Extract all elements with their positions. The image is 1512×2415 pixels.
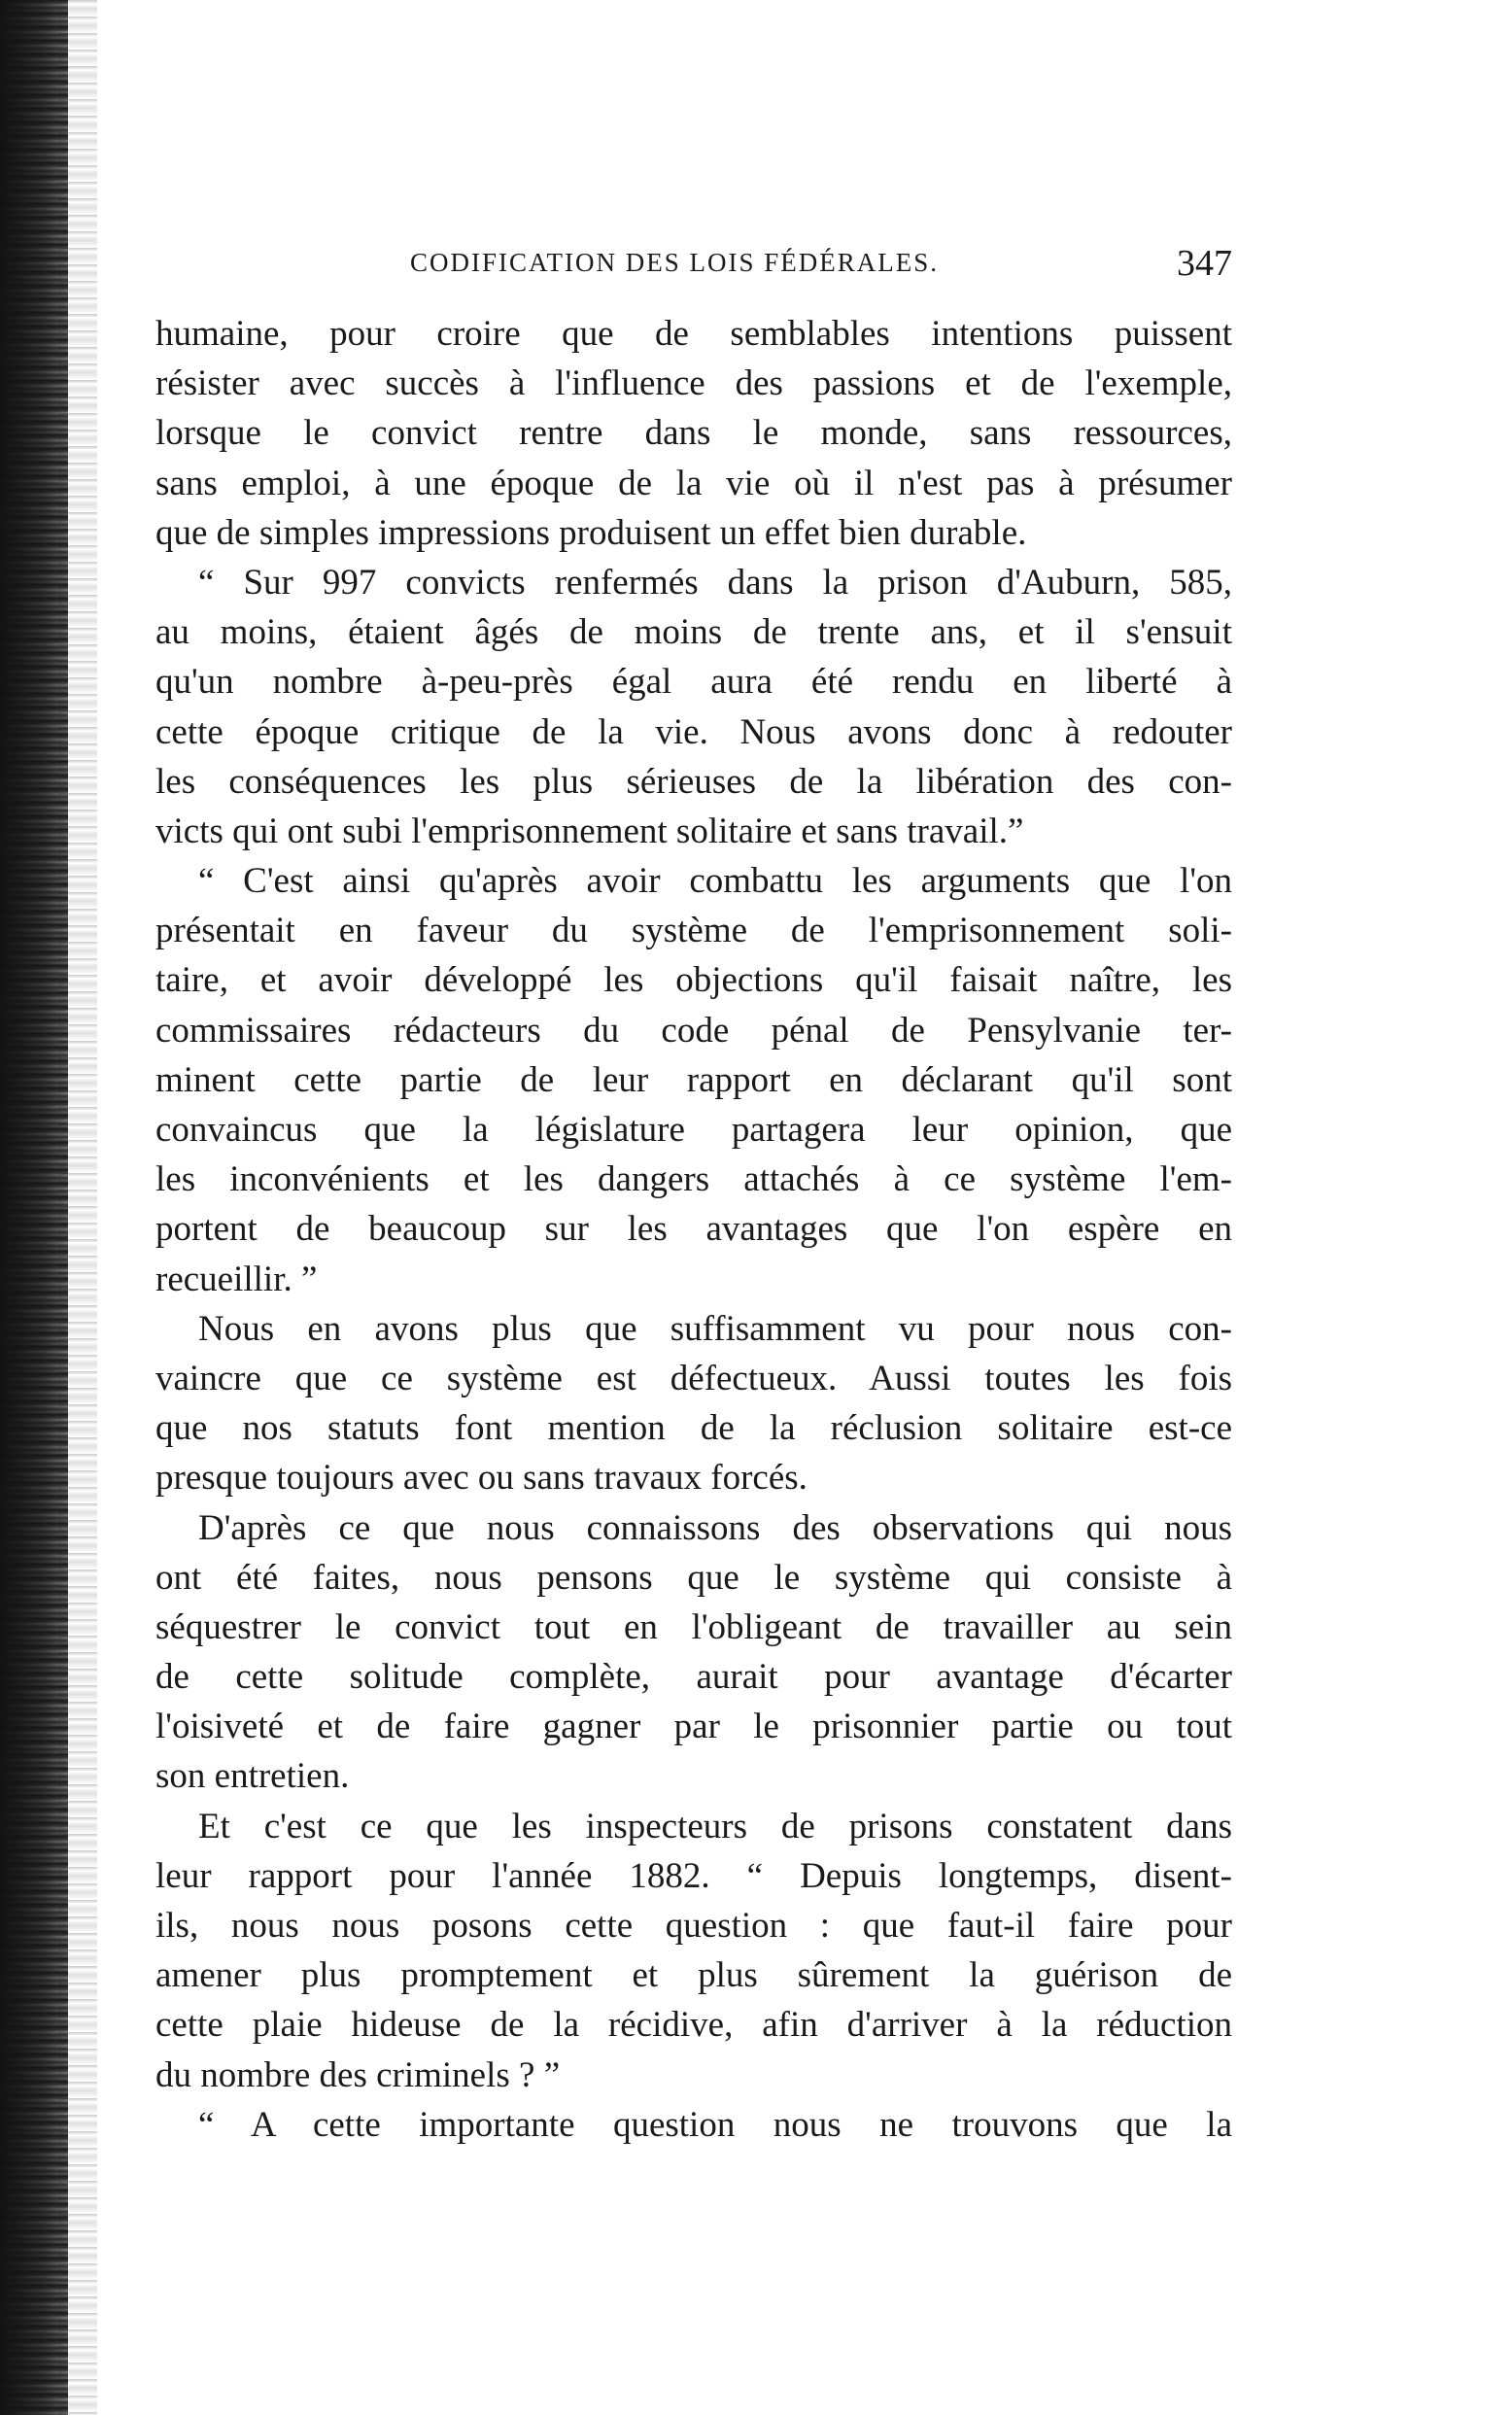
text-line: cette plaie hideuse de la récidive, afin d'arriver à la réduction: [155, 2005, 1232, 2046]
paragraph: [155, 309, 1232, 558]
paragraph: [155, 558, 1232, 856]
text-line: que nos statuts font mention de la réclusion solitaire est-ce: [155, 1408, 1232, 1449]
body-text: [155, 309, 1232, 2150]
text-line: amener plus promptement et plus sûrement la guérison de: [155, 1955, 1232, 1996]
text-line: portent de beaucoup sur les avantages que l'on espère en: [155, 1209, 1232, 1250]
text-line: cette époque critique de la vie. Nous avons donc à redouter: [155, 711, 1232, 752]
text-line: presque toujours avec ou sans travaux forcés.: [155, 1458, 808, 1499]
text-line: les conséquences les plus sérieuses de la libération des con-: [155, 761, 1232, 802]
text-line: présentait en faveur du système de l'emprisonnement soli-: [155, 911, 1232, 951]
running-title: CODIFICATION DES LOIS FÉDÉRALES.: [410, 248, 940, 277]
text-line: sans emploi, à une époque de la vie où il n'est pas à présumer: [155, 463, 1232, 503]
text-line: que de simples impressions produisent un effet bien durable.: [155, 512, 1027, 553]
page-number: 347: [1177, 243, 1232, 284]
text-line: minent cette partie de leur rapport en déclarant qu'il sont: [155, 1059, 1232, 1100]
paragraph: [155, 856, 1232, 1304]
scan-noise: [58, 0, 97, 2415]
text-line: de cette solitude complète, aurait pour avantage d'écarter: [155, 1657, 1232, 1698]
text-line: qu'un nombre à-peu-près égal aura été rendu en liberté à: [155, 662, 1232, 703]
text-line: “ C'est ainsi qu'après avoir combattu les arguments que l'on: [198, 861, 1232, 902]
text-line: humaine, pour croire que de semblables intentions puissent: [155, 314, 1232, 354]
text-line: “ A cette importante question nous ne trouvons que la: [198, 2104, 1232, 2145]
paragraph: [155, 1304, 1232, 1503]
text-line: leur rapport pour l'année 1882. “ Depuis longtemps, disent-: [155, 1855, 1232, 1896]
text-line: recueillir. ”: [155, 1259, 318, 1299]
text-line: les inconvénients et les dangers attachés à ce système l'em-: [155, 1159, 1232, 1200]
text-line: ils, nous nous posons cette question : que faut-il faire pour: [155, 1906, 1232, 1946]
text-line: D'après ce que nous connaissons des observations qui nous: [198, 1507, 1232, 1548]
text-line: séquestrer le convict tout en l'obligeant de travailler au sein: [155, 1606, 1232, 1647]
text-line: du nombre des criminels ? ”: [155, 2054, 561, 2095]
running-head: [155, 243, 1232, 287]
text-line: “ Sur 997 convicts renfermés dans la prison d'Auburn, 585,: [198, 562, 1232, 603]
paragraph: [155, 2100, 1232, 2150]
text-line: ont été faites, nous pensons que le système qui consiste à: [155, 1557, 1232, 1598]
text-line: au moins, étaient âgés de moins de trente ans, et il s'ensuit: [155, 612, 1232, 653]
text-line: son entretien.: [155, 1756, 350, 1797]
text-line: l'oisiveté et de faire gagner par le prisonnier partie ou tout: [155, 1707, 1232, 1747]
text-line: convaincus que la législature partagera leur opinion, que: [155, 1110, 1232, 1150]
paragraph: [155, 1802, 1232, 2100]
text-line: résister avec succès à l'influence des passions et de l'exemple,: [155, 363, 1232, 404]
text-line: vaincre que ce système est défectueux. Aussi toutes les fois: [155, 1358, 1232, 1398]
paragraph: [155, 1503, 1232, 1802]
text-line: Nous en avons plus que suffisamment vu pour nous con-: [198, 1308, 1232, 1349]
text-line: commissaires rédacteurs du code pénal de Pensylvanie ter-: [155, 1010, 1232, 1051]
text-line: victs qui ont subi l'emprisonnement solitaire et sans travail.”: [155, 811, 1024, 851]
text-line: lorsque le convict rentre dans le monde, sans ressources,: [155, 413, 1232, 454]
text-line: taire, et avoir développé les objections qu'il faisait naître, les: [155, 960, 1232, 1001]
text-line: Et c'est ce que les inspecteurs de prisons constatent dans: [198, 1806, 1232, 1846]
